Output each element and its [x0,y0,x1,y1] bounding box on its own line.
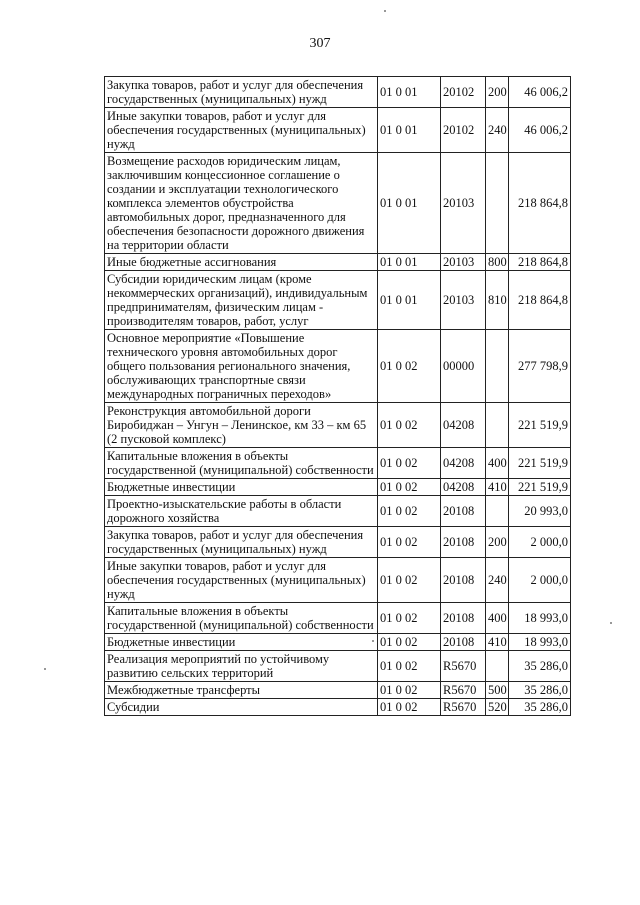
row-name: Проектно-изыскательские работы в области дорожного хозяйства [105,496,378,527]
row-name: Иные закупки товаров, работ и услуг для обеспечения государственных (муниципальных) нужд [105,108,378,153]
table-row [105,479,571,496]
row-vr: 200 [486,77,509,108]
row-sum: 18 993,0 [509,634,571,651]
row-code: 01 0 02 [378,479,441,496]
row-target: 20108 [441,634,486,651]
row-target: R5670 [441,699,486,716]
row-code: 01 0 02 [378,651,441,682]
table-row [105,254,571,271]
row-vr: 200 [486,527,509,558]
row-sum: 221 519,9 [509,403,571,448]
scan-speck [610,622,612,624]
row-sum: 46 006,2 [509,77,571,108]
row-sum: 221 519,9 [509,479,571,496]
row-name: Межбюджетные трансферты [105,682,378,699]
table-row [105,77,571,108]
row-vr [486,153,509,254]
row-sum: 2 000,0 [509,527,571,558]
row-sum: 35 286,0 [509,682,571,699]
row-target: 20102 [441,108,486,153]
row-code: 01 0 02 [378,527,441,558]
row-code: 01 0 02 [378,682,441,699]
table-row [105,153,571,254]
row-code: 01 0 02 [378,496,441,527]
row-name: Основное мероприятие «Повышение технического уровня автомобильных дорог общего пользования регионального значения, обслуживающих транспортные связи международных пограничных переходов» [105,330,378,403]
row-name: Субсидии [105,699,378,716]
table-row [105,271,571,330]
row-name: Капитальные вложения в объекты государственной (муниципальной) собственности [105,603,378,634]
row-vr: 520 [486,699,509,716]
row-code: 01 0 01 [378,77,441,108]
row-sum: 218 864,8 [509,153,571,254]
table-row [105,634,571,651]
row-vr: 240 [486,108,509,153]
row-vr: 410 [486,479,509,496]
row-sum: 221 519,9 [509,448,571,479]
row-target: 20108 [441,603,486,634]
row-target: 20108 [441,527,486,558]
row-name: Реконструкция автомобильной дороги Биробиджан – Унгун – Ленинское, км 33 – км 65 (2 пусковой комплекс) [105,403,378,448]
budget-table-body [105,77,571,716]
table-row [105,448,571,479]
row-name: Реализация мероприятий по устойчивому развитию сельских территорий [105,651,378,682]
row-target: 04208 [441,403,486,448]
table-row [105,496,571,527]
row-target: 20102 [441,77,486,108]
row-name: Капитальные вложения в объекты государственной (муниципальной) собственности [105,448,378,479]
row-code: 01 0 02 [378,558,441,603]
scan-speck [372,640,374,642]
row-target: 20103 [441,153,486,254]
row-code: 01 0 01 [378,271,441,330]
row-target: R5670 [441,682,486,699]
row-code: 01 0 02 [378,699,441,716]
row-name: Закупка товаров, работ и услуг для обеспечения государственных (муниципальных) нужд [105,527,378,558]
table-row [105,108,571,153]
row-vr: 800 [486,254,509,271]
budget-table [104,76,571,716]
row-target: 20108 [441,496,486,527]
row-name: Возмещение расходов юридическим лицам, заключившим концессионное соглашение о создании и эксплуатации технологического комплекса элементов обустройства автомобильных дорог, предназначенного для обеспечения безопасности дорожного движения на территории области [105,153,378,254]
row-vr: 810 [486,271,509,330]
row-code: 01 0 01 [378,153,441,254]
row-code: 01 0 02 [378,403,441,448]
row-name: Бюджетные инвестиции [105,479,378,496]
row-name: Закупка товаров, работ и услуг для обеспечения государственных (муниципальных) нужд [105,77,378,108]
row-vr: 240 [486,558,509,603]
row-target: 04208 [441,479,486,496]
table-row [105,527,571,558]
row-sum: 35 286,0 [509,651,571,682]
row-vr [486,403,509,448]
table-row [105,330,571,403]
row-sum: 218 864,8 [509,271,571,330]
row-sum: 46 006,2 [509,108,571,153]
row-sum: 20 993,0 [509,496,571,527]
row-name: Иные закупки товаров, работ и услуг для обеспечения государственных (муниципальных) нужд [105,558,378,603]
row-vr: 410 [486,634,509,651]
row-vr: 500 [486,682,509,699]
scan-speck [44,668,46,670]
page-number: 307 [309,36,331,51]
row-target: R5670 [441,651,486,682]
row-code: 01 0 01 [378,254,441,271]
row-sum: 2 000,0 [509,558,571,603]
row-sum: 218 864,8 [509,254,571,271]
row-target: 04208 [441,448,486,479]
row-code: 01 0 02 [378,448,441,479]
row-target: 20108 [441,558,486,603]
table-row [105,403,571,448]
row-vr [486,496,509,527]
row-sum: 277 798,9 [509,330,571,403]
table-row [105,558,571,603]
table-row [105,651,571,682]
row-name: Бюджетные инвестиции [105,634,378,651]
row-target: 00000 [441,330,486,403]
row-code: 01 0 02 [378,603,441,634]
row-name: Субсидии юридическим лицам (кроме некоммерческих организаций), индивидуальным предпринимателям, физическим лицам - производителям товаров, работ, услуг [105,271,378,330]
row-name: Иные бюджетные ассигнования [105,254,378,271]
table-row [105,699,571,716]
row-sum: 35 286,0 [509,699,571,716]
row-target: 20103 [441,254,486,271]
row-vr: 400 [486,603,509,634]
row-vr: 400 [486,448,509,479]
scan-speck [384,10,386,12]
table-row [105,603,571,634]
row-code: 01 0 02 [378,634,441,651]
row-code: 01 0 01 [378,108,441,153]
table-row [105,682,571,699]
row-code: 01 0 02 [378,330,441,403]
row-vr [486,651,509,682]
row-sum: 18 993,0 [509,603,571,634]
row-vr [486,330,509,403]
row-target: 20103 [441,271,486,330]
